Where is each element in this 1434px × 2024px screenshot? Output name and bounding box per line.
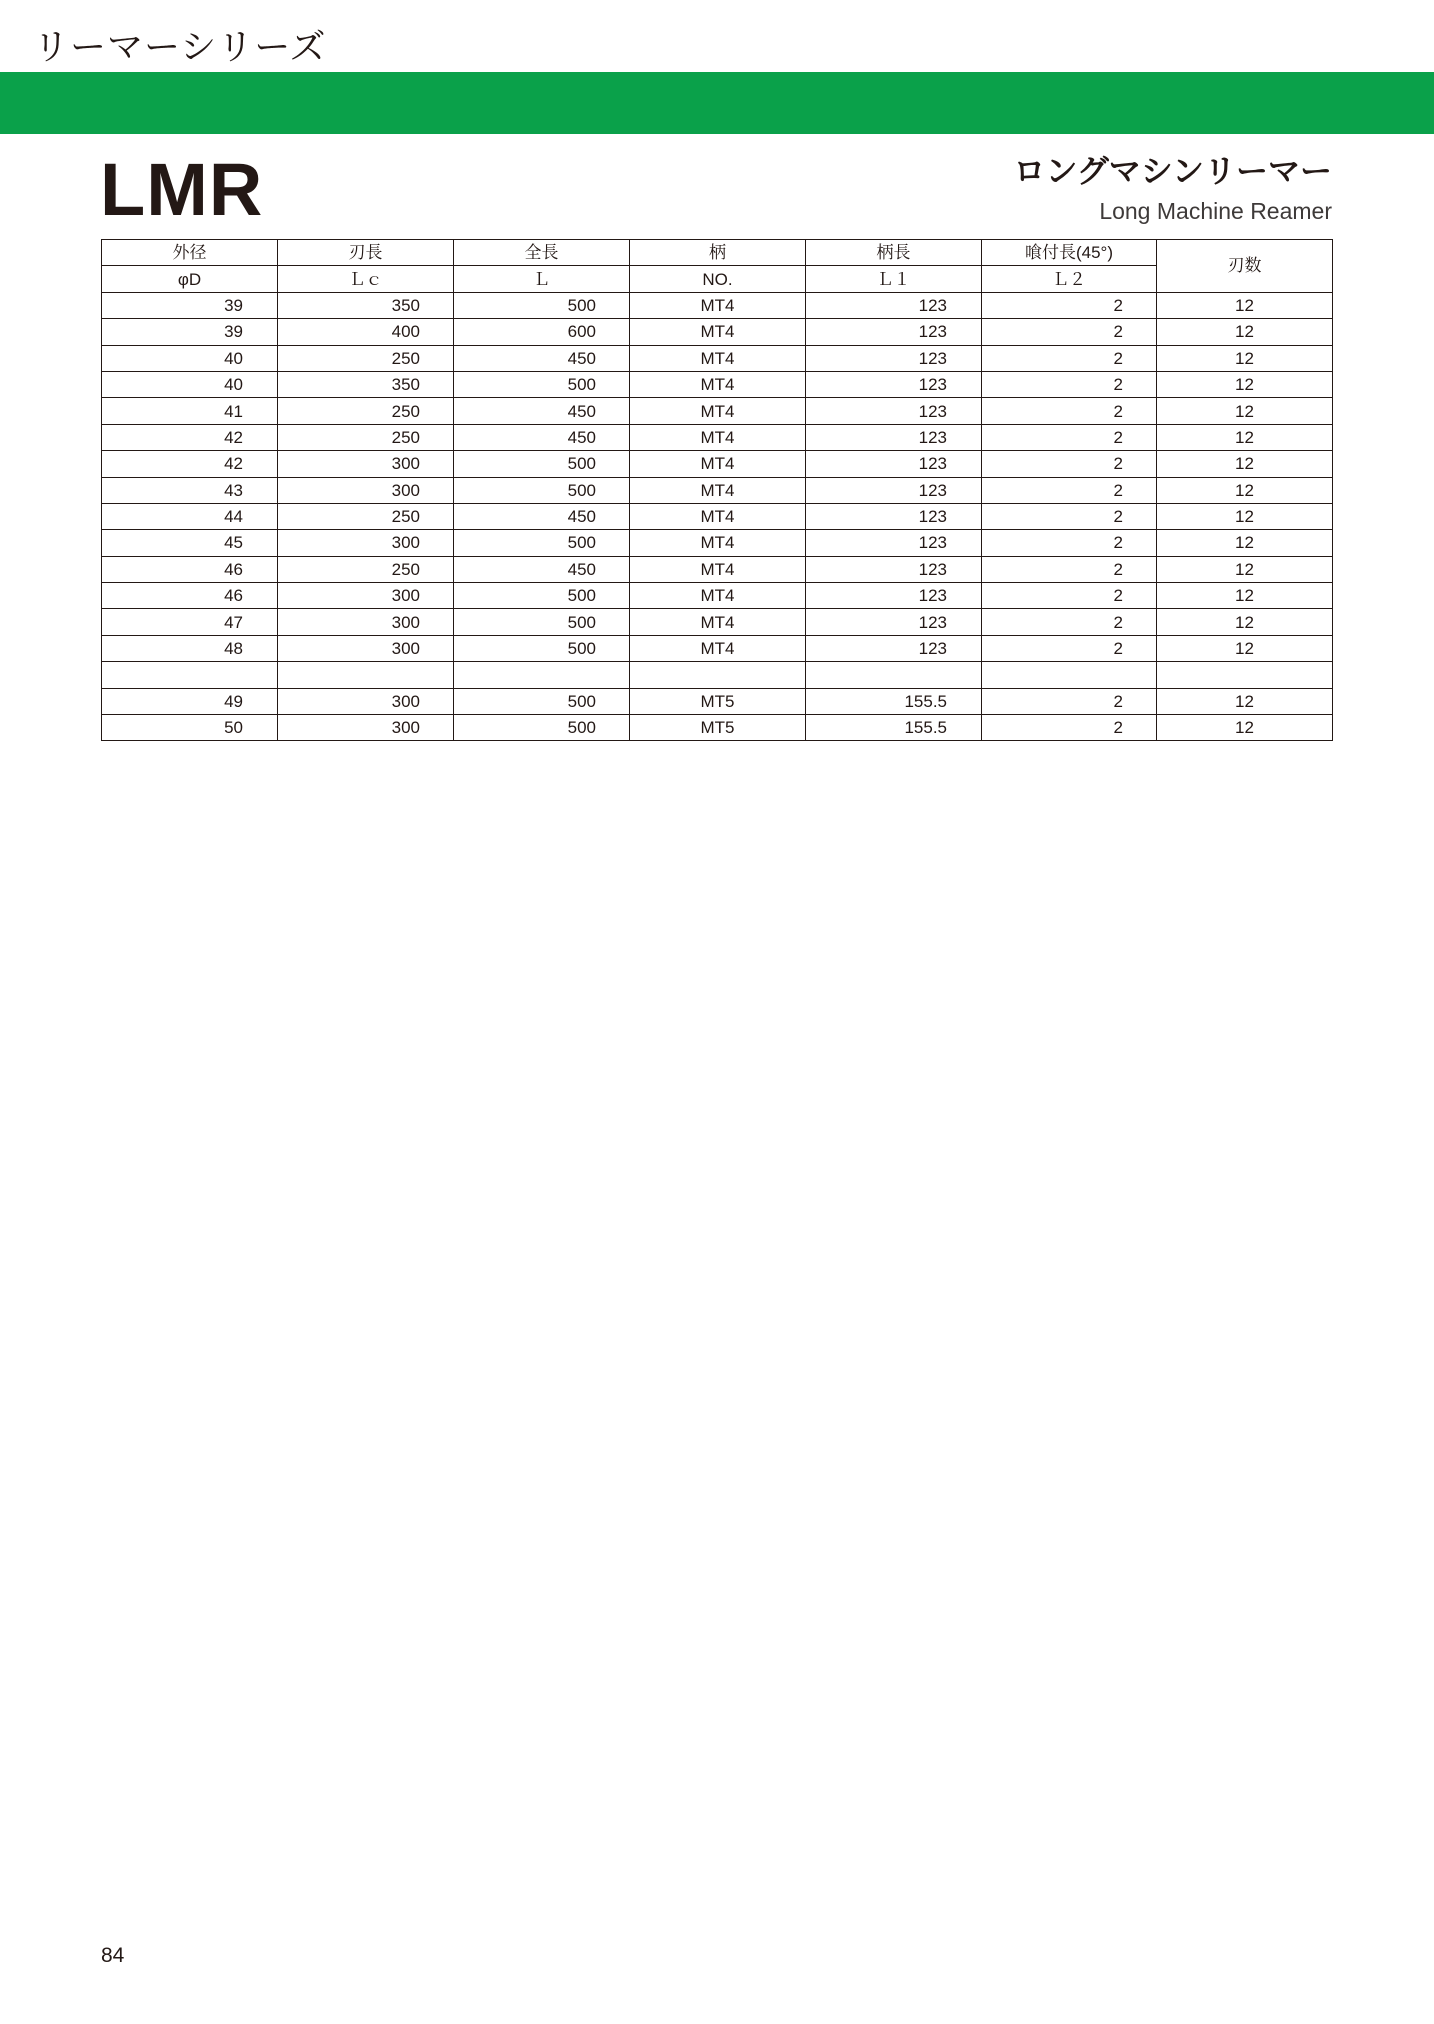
cell-chamfer-length: 2 <box>982 292 1157 318</box>
cell-flute-count: 12 <box>1157 715 1333 741</box>
col-symbol-lc: Ｌｃ <box>278 266 454 292</box>
cell-flute-count: 12 <box>1157 371 1333 397</box>
cell-chamfer-length: 2 <box>982 715 1157 741</box>
col-header-chamfer-length: 喰付長(45°) <box>982 240 1157 266</box>
cell-flute-length: 300 <box>278 609 454 635</box>
cell-overall-length <box>454 662 630 688</box>
cell-diameter: 49 <box>102 688 278 714</box>
table-row <box>102 609 1333 635</box>
cell-shank-no <box>630 662 806 688</box>
cell-diameter: 47 <box>102 609 278 635</box>
cell-overall-length: 500 <box>454 477 630 503</box>
cell-chamfer-length: 2 <box>982 635 1157 661</box>
cell-flute-count: 12 <box>1157 556 1333 582</box>
cell-shank-no: MT4 <box>630 319 806 345</box>
cell-shank-length: 155.5 <box>806 715 982 741</box>
cell-diameter: 44 <box>102 503 278 529</box>
table-row <box>102 477 1333 503</box>
cell-chamfer-length: 2 <box>982 688 1157 714</box>
cell-diameter: 48 <box>102 635 278 661</box>
cell-diameter: 40 <box>102 371 278 397</box>
cell-diameter: 39 <box>102 292 278 318</box>
cell-overall-length: 500 <box>454 635 630 661</box>
cell-overall-length: 450 <box>454 398 630 424</box>
cell-overall-length: 500 <box>454 715 630 741</box>
cell-flute-length: 250 <box>278 556 454 582</box>
cell-shank-no: MT4 <box>630 583 806 609</box>
cell-flute-count: 12 <box>1157 424 1333 450</box>
cell-flute-length: 350 <box>278 292 454 318</box>
cell-shank-no: MT4 <box>630 345 806 371</box>
product-code: LMR <box>100 148 264 231</box>
col-header-overall-length: 全長 <box>454 240 630 266</box>
cell-shank-length: 123 <box>806 371 982 397</box>
cell-flute-count <box>1157 662 1333 688</box>
table-row <box>102 556 1333 582</box>
cell-flute-length: 250 <box>278 345 454 371</box>
cell-chamfer-length: 2 <box>982 530 1157 556</box>
cell-shank-length: 123 <box>806 345 982 371</box>
cell-shank-no: MT4 <box>630 556 806 582</box>
cell-diameter: 50 <box>102 715 278 741</box>
table-row <box>102 503 1333 529</box>
table-row <box>102 371 1333 397</box>
cell-shank-length: 123 <box>806 477 982 503</box>
cell-diameter: 42 <box>102 451 278 477</box>
header-band <box>0 72 1434 134</box>
table-row <box>102 662 1333 688</box>
cell-overall-length: 500 <box>454 371 630 397</box>
cell-flute-length: 300 <box>278 715 454 741</box>
cell-shank-length: 123 <box>806 556 982 582</box>
cell-shank-length: 123 <box>806 292 982 318</box>
cell-flute-length: 250 <box>278 503 454 529</box>
cell-shank-no: MT4 <box>630 635 806 661</box>
cell-overall-length: 450 <box>454 424 630 450</box>
col-header-flute-count: 刃数 <box>1157 240 1333 293</box>
cell-chamfer-length: 2 <box>982 345 1157 371</box>
cell-shank-length: 123 <box>806 530 982 556</box>
cell-flute-count: 12 <box>1157 530 1333 556</box>
col-symbol-d: φD <box>102 266 278 292</box>
cell-flute-count: 12 <box>1157 503 1333 529</box>
cell-flute-length: 300 <box>278 688 454 714</box>
col-symbol-l2: Ｌ２ <box>982 266 1157 292</box>
cell-diameter: 40 <box>102 345 278 371</box>
cell-shank-length: 155.5 <box>806 688 982 714</box>
cell-flute-length: 300 <box>278 530 454 556</box>
cell-shank-length: 123 <box>806 609 982 635</box>
cell-chamfer-length: 2 <box>982 424 1157 450</box>
cell-flute-count: 12 <box>1157 635 1333 661</box>
cell-chamfer-length: 2 <box>982 556 1157 582</box>
page-number: 84 <box>101 1944 125 1967</box>
cell-flute-count: 12 <box>1157 609 1333 635</box>
cell-shank-length: 123 <box>806 398 982 424</box>
series-title: リーマーシリーズ <box>33 27 327 68</box>
cell-flute-length <box>278 662 454 688</box>
table-row <box>102 319 1333 345</box>
cell-shank-length: 123 <box>806 319 982 345</box>
cell-shank-no: MT4 <box>630 503 806 529</box>
table-row <box>102 424 1333 450</box>
table-row <box>102 292 1333 318</box>
cell-shank-no: MT4 <box>630 530 806 556</box>
cell-overall-length: 450 <box>454 503 630 529</box>
cell-flute-length: 250 <box>278 424 454 450</box>
header-row-2 <box>102 266 1333 292</box>
cell-chamfer-length: 2 <box>982 477 1157 503</box>
cell-chamfer-length: 2 <box>982 503 1157 529</box>
col-symbol-no: NO. <box>630 266 806 292</box>
cell-shank-no: MT4 <box>630 371 806 397</box>
cell-overall-length: 500 <box>454 583 630 609</box>
cell-diameter: 46 <box>102 556 278 582</box>
cell-flute-count: 12 <box>1157 292 1333 318</box>
cell-overall-length: 500 <box>454 451 630 477</box>
cell-overall-length: 450 <box>454 345 630 371</box>
table-row <box>102 635 1333 661</box>
cell-chamfer-length: 2 <box>982 451 1157 477</box>
cell-flute-count: 12 <box>1157 345 1333 371</box>
cell-shank-no: MT4 <box>630 477 806 503</box>
table-row <box>102 530 1333 556</box>
cell-overall-length: 500 <box>454 688 630 714</box>
cell-shank-length: 123 <box>806 635 982 661</box>
cell-overall-length: 500 <box>454 530 630 556</box>
cell-diameter: 46 <box>102 583 278 609</box>
cell-flute-count: 12 <box>1157 583 1333 609</box>
product-name-jp: ロングマシンリーマー <box>1013 152 1332 190</box>
table-row <box>102 688 1333 714</box>
cell-flute-length: 250 <box>278 398 454 424</box>
cell-overall-length: 500 <box>454 292 630 318</box>
cell-chamfer-length: 2 <box>982 371 1157 397</box>
cell-shank-length: 123 <box>806 583 982 609</box>
table-row <box>102 583 1333 609</box>
cell-flute-count: 12 <box>1157 477 1333 503</box>
cell-shank-length <box>806 662 982 688</box>
header-row-1 <box>102 240 1333 266</box>
col-header-flute-length: 刃長 <box>278 240 454 266</box>
cell-shank-no: MT4 <box>630 451 806 477</box>
cell-chamfer-length <box>982 662 1157 688</box>
cell-shank-no: MT4 <box>630 609 806 635</box>
col-symbol-l1: Ｌ１ <box>806 266 982 292</box>
cell-shank-no: MT5 <box>630 715 806 741</box>
cell-flute-length: 300 <box>278 477 454 503</box>
table-row <box>102 451 1333 477</box>
table-row <box>102 715 1333 741</box>
cell-chamfer-length: 2 <box>982 583 1157 609</box>
cell-overall-length: 600 <box>454 319 630 345</box>
cell-flute-count: 12 <box>1157 398 1333 424</box>
cell-flute-length: 300 <box>278 451 454 477</box>
cell-shank-no: MT5 <box>630 688 806 714</box>
col-symbol-l: Ｌ <box>454 266 630 292</box>
cell-shank-length: 123 <box>806 451 982 477</box>
cell-shank-length: 123 <box>806 424 982 450</box>
spec-table-body <box>102 292 1333 741</box>
cell-flute-count: 12 <box>1157 451 1333 477</box>
cell-shank-no: MT4 <box>630 292 806 318</box>
cell-chamfer-length: 2 <box>982 319 1157 345</box>
cell-diameter: 39 <box>102 319 278 345</box>
cell-diameter: 42 <box>102 424 278 450</box>
table-row <box>102 345 1333 371</box>
cell-flute-length: 400 <box>278 319 454 345</box>
product-name-en: Long Machine Reamer <box>1099 198 1332 224</box>
cell-chamfer-length: 2 <box>982 609 1157 635</box>
cell-diameter: 43 <box>102 477 278 503</box>
cell-diameter: 45 <box>102 530 278 556</box>
cell-overall-length: 450 <box>454 556 630 582</box>
cell-diameter: 41 <box>102 398 278 424</box>
cell-flute-length: 300 <box>278 583 454 609</box>
cell-diameter <box>102 662 278 688</box>
col-header-outer-diameter: 外径 <box>102 240 278 266</box>
col-header-shank-length: 柄長 <box>806 240 982 266</box>
cell-flute-count: 12 <box>1157 319 1333 345</box>
col-header-shank: 柄 <box>630 240 806 266</box>
cell-overall-length: 500 <box>454 609 630 635</box>
cell-flute-count: 12 <box>1157 688 1333 714</box>
cell-shank-length: 123 <box>806 503 982 529</box>
cell-shank-no: MT4 <box>630 424 806 450</box>
cell-flute-length: 350 <box>278 371 454 397</box>
cell-flute-length: 300 <box>278 635 454 661</box>
table-row <box>102 398 1333 424</box>
cell-chamfer-length: 2 <box>982 398 1157 424</box>
spec-table <box>101 239 1333 741</box>
cell-shank-no: MT4 <box>630 398 806 424</box>
